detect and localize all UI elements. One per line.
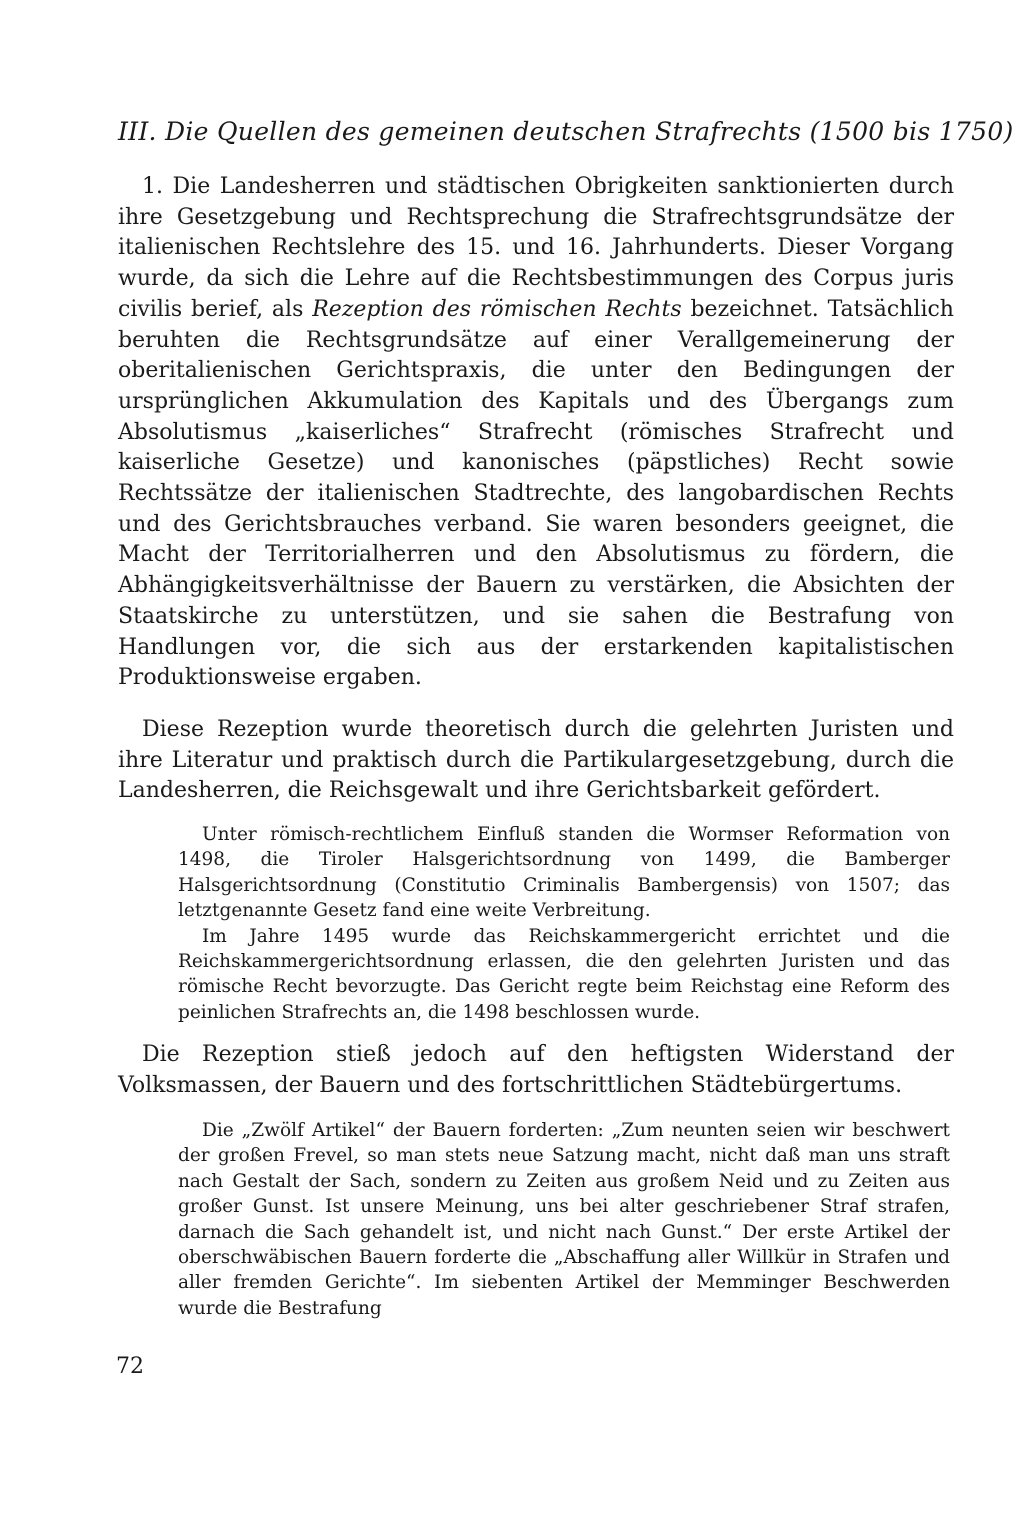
note-block-2 xyxy=(178,1118,950,1321)
main-text-block-2 xyxy=(118,715,954,807)
note-3: Die „Zwölf Artikel“ der Bauern forderten: „Zum neunten seien wir beschwert der großen Frevel, so man stets neue Satzung macht, nicht daß man uns straft nach Gestalt der Sach, sondern zu Zeiten aus großem Neid und zu Zeiten aus großer Gunst. Ist unsere Meinung, uns bei alter geschriebener Straf strafen, darnach die Sach gehandelt ist, und nicht nach Gunst.“ Der erste Artikel der oberschwäbischen Bauern forderte die „Abschaffung aller Willkür in Strafen und aller fremden Gerichte“. Im siebenten Artikel der Memminger Beschwerden wurde die Bestrafung xyxy=(178,1120,950,1319)
main-text-block-1 xyxy=(118,172,954,694)
section-heading: III. Die Quellen des gemeinen deutschen Strafrechts (1500 bis 1750) xyxy=(118,117,1014,146)
paragraph-2: Diese Rezeption wurde theoretisch durch die gelehrten Juristen und ihre Literatur und praktisch durch die Partikulargesetzgebung, durch die Landesherren, die Reichsgewalt und ihre Gerichtsbarkeit gefördert. xyxy=(118,717,954,804)
paragraph-1-part-2: bezeichnet. Tatsächlich beruhten die Rechtsgrundsätze auf einer Verallgemeinerung der oberitalienischen Gerichtspraxis, die unter den Bedingungen der ursprünglichen Akkumulation des Kapitals und des Übergangs zum Absolutismus „kaiserliches“ Strafrecht (römisches Strafrecht und kaiserliche Gesetze) und kanonisches (päpstliches) Recht sowie Rechtssätze der italienischen Stadtrechte, des langobardischen Rechts und des Gerichtsbrauches verband. Sie waren besonders geeignet, die Macht der Territorialherren und den Absolutismus zu fördern, die Abhängigkeitsverhältnisse der Bauern zu verstärken, die Absichten der Staatskirche zu unterstützen, und sie sahen die Bestrafung von Handlungen vor, die sich aus der erstarkenden kapitalistischen Produktionsweise ergaben. xyxy=(118,296,954,691)
paragraph-1 xyxy=(118,172,954,694)
page-number: 72 xyxy=(116,1354,144,1379)
main-text-block-3 xyxy=(118,1040,954,1101)
note-block-1 xyxy=(178,822,950,1025)
note-1: Unter römisch-rechtlichem Einfluß standen die Wormser Reformation von 1498, die Tiroler Halsgerichtsordnung von 1499, die Bamberger Halsgerichtsordnung (Constitutio Criminalis Bambergensis) von 1507; das letztgenannte Gesetz fand eine weite Verbreitung. xyxy=(178,824,950,922)
paragraph-3: Die Rezeption stieß jedoch auf den heftigsten Widerstand der Volksmassen, der Bauern und des fortschrittlichen Städtebürgertums. xyxy=(118,1042,954,1098)
note-2: Im Jahre 1495 wurde das Reichskammergericht errichtet und die Reichskammergerichtsordnung erlassen, die den gelehrten Juristen und das römische Recht bevorzugte. Das Gericht regte beim Reichstag eine Reform des peinlichen Strafrechts an, die 1498 beschlossen wurde. xyxy=(178,925,950,1023)
paragraph-1-part-1: 1. Die Landesherren und städtischen Obrigkeiten sanktionierten durch ihre Gesetzgebung und Rechtsprechung die Strafrechtsgrundsätze der italienischen Rechtslehre des 15. und 16. Jahrhunderts. Dieser Vorgang wurde, da sich die Lehre auf die Rechtsbestimmungen des Corpus juris civilis berief, als xyxy=(118,174,954,322)
paragraph-1-emphasis: Rezeption des römischen Rechts xyxy=(312,296,682,322)
